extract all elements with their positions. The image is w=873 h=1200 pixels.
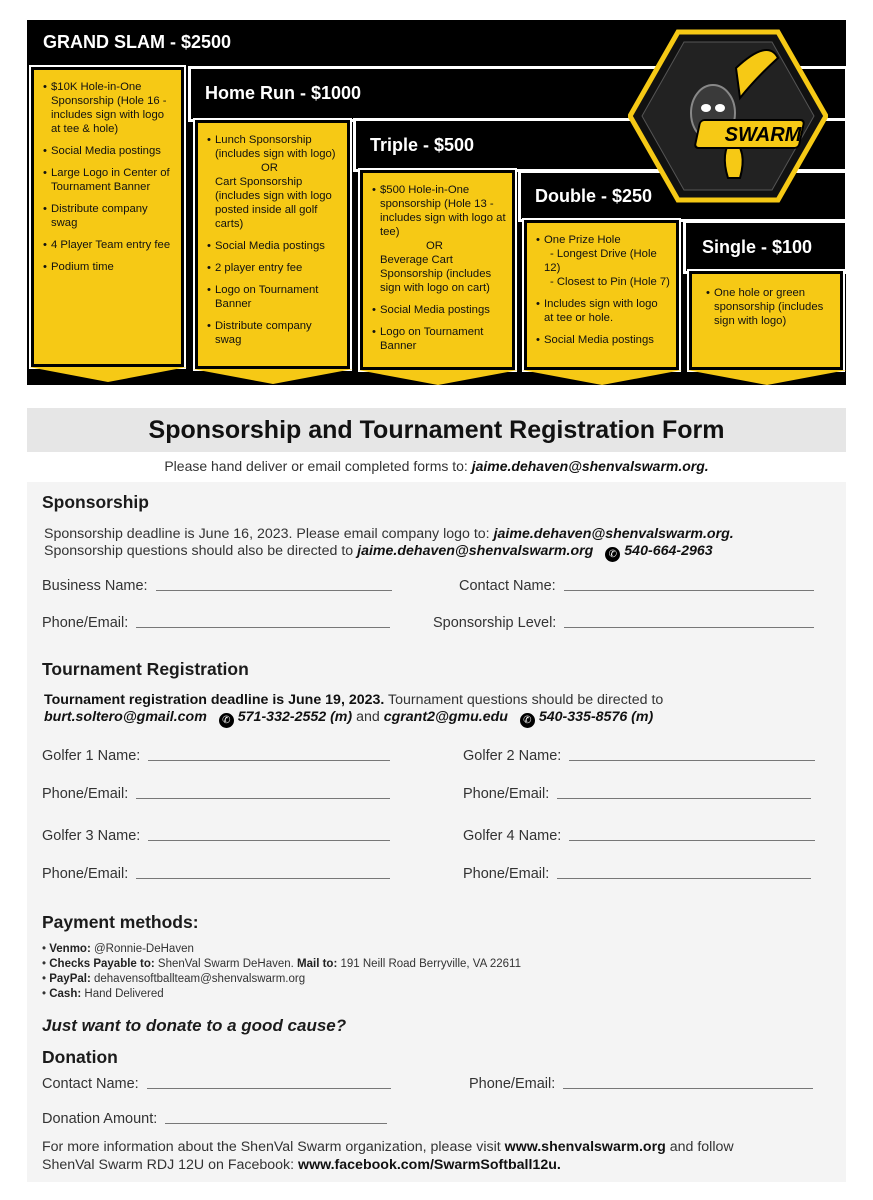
payment-methods-list: [42, 942, 521, 1002]
sponsorship-email-2[interactable]: jaime.dehaven@shenvalswarm.org: [357, 543, 594, 559]
home-run-item: • Social Media postings: [207, 239, 341, 253]
triple-title: Triple - $500: [370, 134, 475, 155]
sponsorship-email[interactable]: jaime.dehaven@shenvalswarm.org.: [493, 526, 734, 542]
sponsor-phone-email-field[interactable]: Phone/Email:: [42, 615, 390, 631]
grand-slam-item: • $10K Hole-in-One Sponsorship (Hole 16 - includes sign with logo at tee & hole): [43, 80, 175, 136]
footer-info: For more information about the ShenVal Swarm organization, please visit www.shenvalswarm.org and follow ShenVal Swarm RDJ 12U on Facebook: www.facebook.com/SwarmSoftball12u.: [42, 1139, 734, 1173]
phone-icon: ✆: [605, 547, 620, 562]
phone-icon: ✆: [520, 713, 535, 728]
donation-heading: Donation: [42, 1047, 118, 1067]
grand-slam-item: • Large Logo in Center of Tournament Banner: [43, 166, 175, 194]
facebook-link[interactable]: www.facebook.com/SwarmSoftball12u.: [298, 1157, 561, 1173]
or-label: OR: [261, 162, 278, 174]
donation-phone-email-field[interactable]: Phone/Email:: [469, 1076, 813, 1092]
grand-slam-item: • Social Media postings: [43, 144, 175, 158]
golfer-2-name-field[interactable]: Golfer 2 Name:: [463, 748, 815, 764]
double-chevron: [522, 370, 682, 385]
golfer-4-name-field[interactable]: Golfer 4 Name:: [463, 828, 815, 844]
payment-checks: • Checks Payable to: ShenVal Swarm DeHaven. Mail to: 191 Neill Road Berryville, VA 22611: [42, 958, 521, 970]
triple-item: • $500 Hole-in-One sponsorship (Hole 13 - includes sign with logo at tee) OR Beverage Cart Sponsorship (includes sign with logo on cart): [372, 183, 506, 295]
home-run-item: • Lunch Sponsorship (includes sign with logo) OR Cart Sponsorship (includes sign with logo posted inside all golf carts): [207, 133, 341, 231]
golfer-1-name-field[interactable]: Golfer 1 Name:: [42, 748, 390, 764]
single-bar: [683, 220, 848, 274]
home-run-title: Home Run - $1000: [205, 82, 362, 103]
form-title: Sponsorship and Tournament Registration Form: [27, 408, 846, 452]
deliver-email[interactable]: jaime.dehaven@shenvalswarm.org.: [471, 458, 709, 474]
registration-email-1[interactable]: burt.soltero@gmail.com: [44, 709, 207, 725]
home-run-chevron: [193, 369, 353, 384]
single-chevron: [687, 370, 847, 385]
home-run-card: [195, 120, 350, 369]
golfer-1-phone-email-field[interactable]: Phone/Email:: [42, 786, 390, 802]
or-label: OR: [426, 240, 443, 252]
registration-email-2[interactable]: cgrant2@gmu.edu: [383, 709, 508, 725]
deliver-instructions: Please hand deliver or email completed forms to: jaime.dehaven@shenvalswarm.org.: [164, 458, 709, 474]
triple-item: • Logo on Tournament Banner: [372, 325, 506, 353]
golfer-4-phone-email-field[interactable]: Phone/Email:: [463, 866, 811, 882]
grand-slam-card: [31, 67, 184, 367]
payment-paypal: • PayPal: dehavensoftballteam@shenvalswarm.org: [42, 973, 306, 985]
payment-venmo: • Venmo: @Ronnie-DeHaven: [42, 943, 194, 955]
sponsorship-info: Sponsorship deadline is June 16, 2023. Please email company logo to: jaime.dehaven@shenvalswarm.org. Sponsorship questions should also be directed to jaime.dehaven@shenvalswarm.org ✆ 540-664-2963: [44, 526, 734, 560]
donation-amount-field[interactable]: Donation Amount:: [42, 1111, 387, 1127]
grand-slam-item: • 4 Player Team entry fee: [43, 238, 175, 252]
phone-icon: ✆: [219, 713, 234, 728]
golfer-2-phone-email-field[interactable]: Phone/Email:: [463, 786, 811, 802]
donate-question: Just want to donate to a good cause?: [42, 1016, 347, 1035]
sponsorship-level-field[interactable]: Sponsorship Level:: [433, 615, 814, 631]
double-item: • One Prize Hole - Longest Drive (Hole 12) - Closest to Pin (Hole 7): [536, 233, 670, 289]
swarm-logo: [628, 28, 828, 204]
double-item: • Includes sign with logo at tee or hole.: [536, 297, 670, 325]
double-item: • Social Media postings: [536, 333, 670, 347]
single-title: Single - $100: [702, 236, 813, 257]
payment-cash: • Cash: Hand Delivered: [42, 988, 164, 1000]
swarm-logo-text: SWARM: [724, 124, 802, 146]
donation-contact-name-field[interactable]: Contact Name:: [42, 1076, 391, 1092]
grand-slam-item: • Podium time: [43, 260, 175, 274]
home-run-item: • Logo on Tournament Banner: [207, 283, 341, 311]
single-item: • One hole or green sponsorship (includes sign with logo): [706, 286, 834, 328]
triple-chevron: [358, 370, 518, 385]
contact-name-field[interactable]: Contact Name:: [459, 578, 814, 594]
home-run-item: • Distribute company swag: [207, 319, 341, 347]
triple-card: [360, 170, 515, 370]
home-run-item: • 2 player entry fee: [207, 261, 341, 275]
grand-slam-title: GRAND SLAM - $2500: [43, 32, 232, 52]
golfer-3-phone-email-field[interactable]: Phone/Email:: [42, 866, 390, 882]
registration-heading: Tournament Registration: [42, 659, 249, 679]
triple-item: • Social Media postings: [372, 303, 506, 317]
sponsorship-heading: Sponsorship: [42, 492, 149, 512]
payment-heading: Payment methods:: [42, 912, 199, 932]
website-link[interactable]: www.shenvalswarm.org: [504, 1139, 666, 1155]
sponsorship-phone[interactable]: 540-664-2963: [624, 543, 713, 559]
double-card: [524, 220, 679, 370]
golfer-3-name-field[interactable]: Golfer 3 Name:: [42, 828, 390, 844]
double-title: Double - $250: [535, 185, 653, 206]
grand-slam-chevron: [29, 367, 187, 382]
registration-info: Tournament registration deadline is June 19, 2023. Tournament questions should be directed to burt.soltero@gmail.com ✆ 571-332-2552 (m) and cgrant2@gmu.edu ✆ 540-335-8576 (m): [44, 692, 664, 726]
registration-phone-2[interactable]: 540-335-8576 (m): [538, 709, 654, 725]
grand-slam-item: • Distribute company swag: [43, 202, 175, 230]
single-card: [689, 271, 843, 370]
registration-phone-1[interactable]: 571-332-2552 (m): [237, 709, 353, 725]
business-name-field[interactable]: Business Name:: [42, 578, 392, 594]
